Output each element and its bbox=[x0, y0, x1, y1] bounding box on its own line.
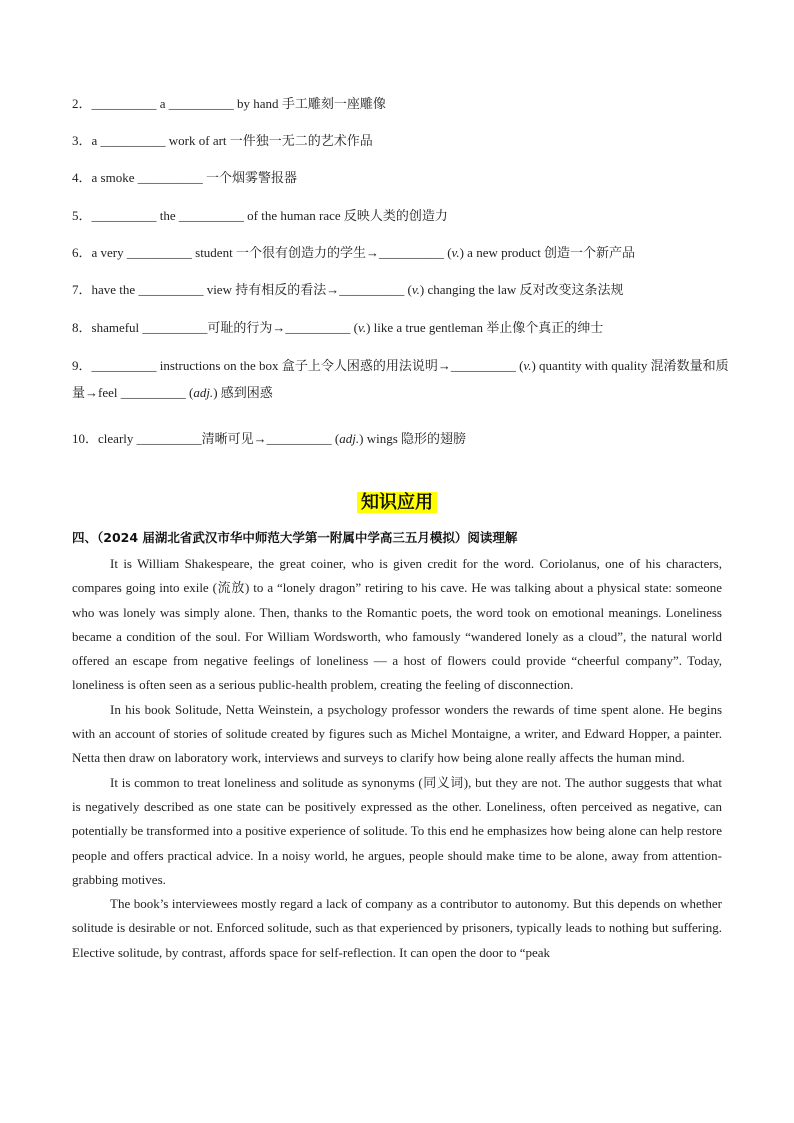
item-rest: ) a new product 创造一个新产品 bbox=[459, 245, 636, 260]
exercise-item-6 bbox=[72, 244, 635, 262]
item-english: __________ a __________ by hand bbox=[91, 96, 282, 111]
item-chinese: 一个很有创造力的学生→__________ ( bbox=[235, 245, 452, 260]
item-chinese: 清晰可见→__________ ( bbox=[201, 431, 340, 446]
exercise-item-4 bbox=[72, 169, 297, 187]
part-of-speech: adj. bbox=[193, 385, 214, 400]
item-rest: ) like a true gentleman 举止像个真正的绅士 bbox=[366, 320, 604, 335]
section-title bbox=[0, 488, 794, 514]
passage-paragraph-1: It is William Shakespeare, the great coiner, who is given credit for the word. Coriolanus, one of his characters, compares going into exile (流放) to a “lonely dragon” retiring to his cave. He was talking about a physical state: someone who was lonely was simply alone. Then, thanks to the Romantic poets, the word took on emotional meanings. Loneliness became a condition of the soul. For William Wordsworth, who famously “wandered lonely as a cloud”, the natural world offered an escape from negative feelings of loneliness — a host of flowers could provide “cheerful company”. Today, loneliness is often seen as a serious public-health problem, creating the feeling of disconnection. bbox=[72, 556, 722, 693]
item-english: clearly __________ bbox=[98, 431, 202, 446]
item-number: 4． bbox=[72, 170, 92, 185]
item-english: __________ the __________ of the human race bbox=[91, 208, 344, 223]
section-heading: 四、（2024 届湖北省武汉市华中师范大学第一附属中学高三五月模拟）阅读理解 bbox=[72, 530, 518, 545]
part-of-speech: v. bbox=[523, 358, 532, 373]
exercise-item-3 bbox=[72, 132, 373, 150]
item-number: 7． bbox=[72, 282, 92, 297]
item-english: a smoke __________ bbox=[91, 170, 206, 185]
item-english: have the __________ view bbox=[91, 282, 236, 297]
item-chinese: 可耻的行为→__________ ( bbox=[207, 320, 359, 335]
item-english: a __________ work of art bbox=[91, 133, 230, 148]
exercise-item-8 bbox=[72, 319, 603, 337]
passage-paragraph-2: In his book Solitude, Netta Weinstein, a psychology professor wonders the rewards of time spent alone. He begins with an account of stories of solitude created by figures such as Michel Montaigne, a writer, and Edward Hopper, a painter. Netta then draw on laboratory work, interviews and surveys to clarify how being alone really affects the human mind. bbox=[72, 701, 722, 766]
item-rest: ) quantity with quality 混淆数量和质量→feel __________ ( bbox=[72, 358, 729, 400]
item-chinese: 一件独一无二的艺术作品 bbox=[229, 133, 373, 148]
exercise-item-9 bbox=[72, 352, 732, 406]
item-chinese: 持有相反的看法→__________ ( bbox=[235, 282, 412, 297]
item-english: a very __________ student bbox=[91, 245, 236, 260]
item-english: __________ instructions on the box bbox=[91, 358, 282, 373]
item-rest: ) 感到困惑 bbox=[213, 385, 273, 400]
item-chinese: 反映人类的创造力 bbox=[343, 208, 448, 223]
item-number: 2． bbox=[72, 96, 92, 111]
passage-paragraph-4: The book’s interviewees mostly regard a lack of company as a contributor to autonomy. But this depends on whether solitude is desirable or not. Enforced solitude, such as that experienced by prisoners, typically leads to nothing but suffering. Elective solitude, by contrast, affords space for self-reflection. It can open the door to “peak bbox=[72, 896, 722, 960]
item-number: 5． bbox=[72, 208, 92, 223]
item-chinese: 手工雕刻一座雕像 bbox=[281, 96, 386, 111]
section-title-text: 知识应用 bbox=[357, 492, 437, 513]
item-rest: ) changing the law 反对改变这条法规 bbox=[419, 282, 624, 297]
part-of-speech: v. bbox=[411, 282, 420, 297]
item-chinese: 盒子上令人困惑的用法说明→__________ ( bbox=[281, 358, 524, 373]
part-of-speech: v. bbox=[358, 320, 367, 335]
exercise-item-7 bbox=[72, 281, 624, 299]
item-rest: ) wings 隐形的翅膀 bbox=[359, 431, 466, 446]
item-number: 10． bbox=[72, 431, 99, 446]
item-number: 8． bbox=[72, 320, 92, 335]
passage-paragraph-3: It is common to treat loneliness and solitude as synonyms (同义词), but they are not. The author suggests that what is negatively described as one state can be positively expressed as the other. Loneliness, often perceived as negative, can potentially be transformed into a positive experience of solitude. To this end he emphasizes how being alone can help restore people and offers practical advice. In a noisy world, he argues, people should make time to be alone, away from attention-grabbing motives. bbox=[72, 774, 722, 887]
item-english: shameful __________ bbox=[91, 320, 208, 335]
part-of-speech: v. bbox=[451, 245, 460, 260]
exercise-item-2 bbox=[72, 95, 386, 113]
item-number: 6． bbox=[72, 245, 92, 260]
item-number: 3． bbox=[72, 133, 92, 148]
part-of-speech: adj. bbox=[339, 431, 360, 446]
item-chinese: 一个烟雾警报器 bbox=[205, 170, 297, 185]
exercise-item-10 bbox=[72, 430, 466, 448]
reading-passage bbox=[72, 552, 722, 965]
exercise-item-5 bbox=[72, 207, 448, 225]
item-number: 9． bbox=[72, 358, 92, 373]
